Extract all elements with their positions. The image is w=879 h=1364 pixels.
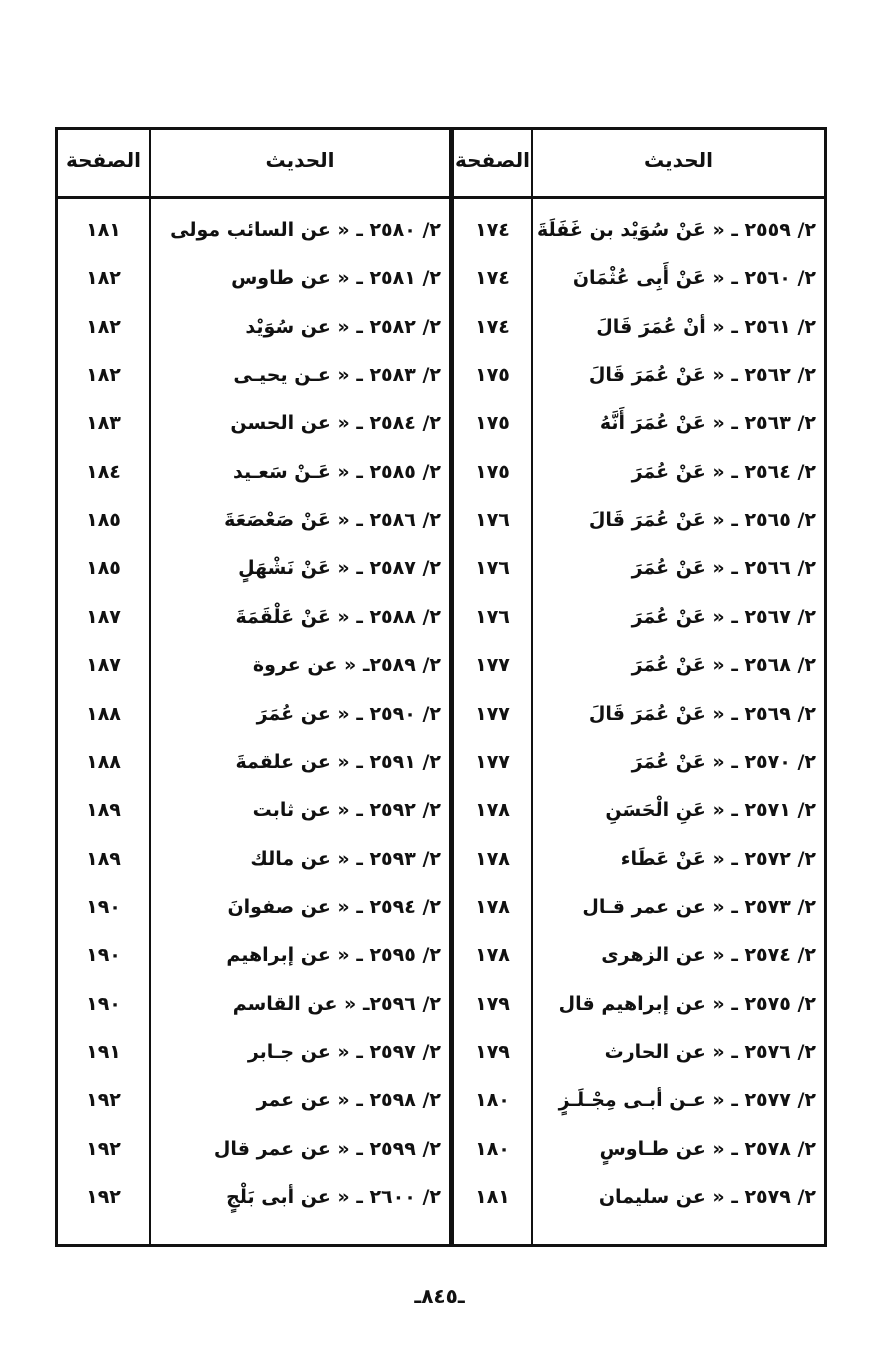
hadith-entry: ٢/ ٢٥٧٩ ـ « عن سليمان [598,1186,816,1208]
hadith-entry: ٢/ ٢٥٧٥ ـ « عن إبراهيم قال [558,992,816,1015]
hadith-entry: ٢/ ٢٥٩٥ ـ « عن إبراهيم [226,944,441,967]
hadith-entry: ٢/ ٢٥٦٥ ـ « عَنْ عُمَرَ قَالَ [588,509,816,532]
hadith-entry: ٢/ ٢٥٦٢ ـ « عَنْ عُمَرَ قَالَ [588,364,816,387]
page-ref: ١٨١ [86,219,121,241]
hadith-index-table [55,127,827,1247]
table-row [58,254,824,302]
page-ref: ١٨٢ [86,267,121,290]
table-row [58,738,824,786]
table-row [58,399,824,447]
page-ref: ١٨٧ [86,605,121,628]
hadith-entry: ٢/ ٢٥٨٩ـ « عن عروة [252,654,441,677]
header-page-left: الصفحة [65,148,141,172]
hadith-entry: ٢/ ٢٦٠٠ ـ « عن أبى بَلْجٍ [226,1186,441,1208]
page-ref: ١٧٤ [475,315,510,338]
page-ref: ١٨٠ [475,1089,510,1112]
table-row [58,786,824,834]
hadith-entry: ٢/ ٢٥٨٧ ـ « عَنْ نَشْهَلٍ [238,557,441,580]
page-ref: ١٧٧ [475,702,510,725]
page-ref: ١٧٧ [475,750,510,773]
hadith-entry: ٢/ ٢٥٩٩ ـ « عن عمر قال [213,1137,441,1160]
page-ref: ١٧٩ [475,992,510,1015]
page-ref: ١٧٨ [475,895,510,918]
table-row [58,448,824,496]
page-ref: ١٧٩ [475,1040,510,1063]
table-row [58,1173,824,1221]
table-row [58,206,824,254]
hadith-entry: ٢/ ٢٥٩٧ ـ « عن جـابر [247,1040,441,1063]
page-ref: ١٨٢ [86,315,121,338]
page-ref: ١٧٤ [475,267,510,290]
table-row [58,1028,824,1076]
page-ref: ١٩٠ [86,895,121,918]
hadith-entry: ٢/ ٢٥٩١ ـ « عن علقمةَ [235,750,441,773]
hadith-entry: ٢/ ٢٥٧٦ ـ « عن الحارث [604,1040,816,1063]
table-row [58,641,824,689]
page-ref: ١٩١ [86,1040,121,1063]
table-row [58,351,824,399]
hadith-entry: ٢/ ٢٥٦٩ ـ « عَنْ عُمَرَ قَالَ [588,702,816,725]
page-ref: ١٧٥ [475,364,510,387]
page-ref: ١٨٢ [86,364,121,387]
page-ref: ١٧٦ [475,509,510,532]
table-row [58,496,824,544]
table-row [58,1125,824,1173]
page-ref: ١٨٩ [86,799,121,822]
page-ref: ١٨٧ [86,654,121,677]
hadith-entry: ٢/ ٢٥٦٦ ـ « عَنْ عُمَرَ [631,557,816,580]
hadith-entry: ٢/ ٢٥٨٠ ـ « عن السائب مولى [170,219,441,241]
hadith-entry: ٢/ ٢٥٨٤ ـ « عن الحسن [230,412,441,435]
hadith-entry: ٢/ ٢٥٦٧ ـ « عَنْ عُمَرَ [631,605,816,628]
page-ref: ١٩٢ [86,1089,121,1112]
hadith-entry: ٢/ ٢٥٨٦ ـ « عَنْ صَعْصَعَةَ [224,509,441,532]
table-row [58,544,824,592]
table-row [58,931,824,979]
hadith-entry: ٢/ ٢٥٧١ ـ « عَنِ الْحَسَنِ [605,799,816,822]
table-row [58,980,824,1028]
page-ref: ١٩٢ [86,1186,121,1208]
hadith-entry: ٢/ ٢٥٩٣ ـ « عن مالك [250,847,441,870]
hadith-entry: ٢/ ٢٥٨١ ـ « عن طاوس [231,267,441,290]
hadith-entry: ٢/ ٢٥٩٤ ـ « عن صفوانَ [227,895,441,918]
table-row [58,883,824,931]
page-ref: ١٨٥ [86,557,121,580]
hadith-entry: ٢/ ٢٥٧٢ ـ « عَنْ عَطَاء [620,847,816,870]
page-ref: ١٨٨ [86,750,121,773]
page-ref: ١٧٦ [475,557,510,580]
page-ref: ١٧٥ [475,412,510,435]
page-ref: ١٩٠ [86,992,121,1015]
table-row [58,835,824,883]
hadith-entry: ٢/ ٢٥٨٥ ـ « عَـنْ سَعـيد [233,460,441,483]
hadith-entry: ٢/ ٢٥٦٣ ـ « عَنْ عُمَرَ أَنَّهُ [599,412,816,435]
table-row [58,303,824,351]
hadith-entry: ٢/ ٢٥٨٨ ـ « عَنْ عَلْقَمَةَ [235,605,441,628]
hadith-entry: ٢/ ٢٥٧٨ ـ « عن طـاوسٍ [599,1137,816,1160]
page-ref: ١٧٤ [475,219,510,241]
header-divider [58,196,824,199]
hadith-entry: ٢/ ٢٥٧٣ ـ « عن عمر قـال [582,895,816,918]
page-ref: ١٩٠ [86,944,121,967]
hadith-entry: ٢/ ٢٥٩٦ـ « عن القاسم [232,992,441,1015]
hadith-entry: ٢/ ٢٥٩٢ ـ « عن ثابت [252,799,441,822]
page-ref: ١٧٨ [475,944,510,967]
page-ref: ١٨٠ [475,1137,510,1160]
header-hadith-right: الحديث [643,148,713,172]
page-ref: ١٧٦ [475,605,510,628]
hadith-entry: ٢/ ٢٥٧٤ ـ « عن الزهرى [601,944,816,967]
page-ref: ١٨٣ [86,412,121,435]
page-ref: ١٨٩ [86,847,121,870]
table-row [58,593,824,641]
page-ref: ١٨٤ [86,460,121,483]
page-ref: ١٧٥ [475,460,510,483]
page-ref: ١٧٧ [475,654,510,677]
header-hadith-left: الحديث [265,148,335,172]
page-ref: ١٩٢ [86,1137,121,1160]
page-ref: ١٧٨ [475,847,510,870]
hadith-entry: ٢/ ٢٥٩٠ ـ « عن عُمَرَ [256,702,441,725]
hadith-entry: ٢/ ٢٥٥٩ ـ « عَنْ سُوَيْد بن غَفَلَةَ [537,219,816,241]
page-number: ـ٨٤٥ـ [414,1284,465,1308]
hadith-entry: ٢/ ٢٥٦١ ـ « أنْ عُمَرَ قَالَ [596,315,816,338]
hadith-entry: ٢/ ٢٥٩٨ ـ « عن عمر [256,1089,441,1112]
page-ref: ١٨٥ [86,509,121,532]
hadith-entry: ٢/ ٢٥٦٠ ـ « عَنْ أَبِى عُثْمَانَ [572,267,816,290]
table-row [58,1076,824,1124]
hadith-entry: ٢/ ٢٥٦٤ ـ « عَنْ عُمَرَ [631,460,816,483]
hadith-entry: ٢/ ٢٥٨٣ ـ « عـن يحيـى [233,364,441,387]
hadith-entry: ٢/ ٢٥٧٧ ـ « عـن أبـى مِجْـلَـزٍ [558,1089,816,1112]
hadith-entry: ٢/ ٢٥٧٠ ـ « عَنْ عُمَرَ [631,750,816,773]
page-ref: ١٧٨ [475,799,510,822]
hadith-entry: ٢/ ٢٥٨٢ ـ « عن سُوَيْد [245,315,441,338]
table-row [58,690,824,738]
hadith-entry: ٢/ ٢٥٦٨ ـ « عَنْ عُمَرَ [631,654,816,677]
page-ref: ١٨٨ [86,702,121,725]
header-page-right: الصفحة [454,148,530,172]
page-ref: ١٨١ [475,1186,510,1208]
